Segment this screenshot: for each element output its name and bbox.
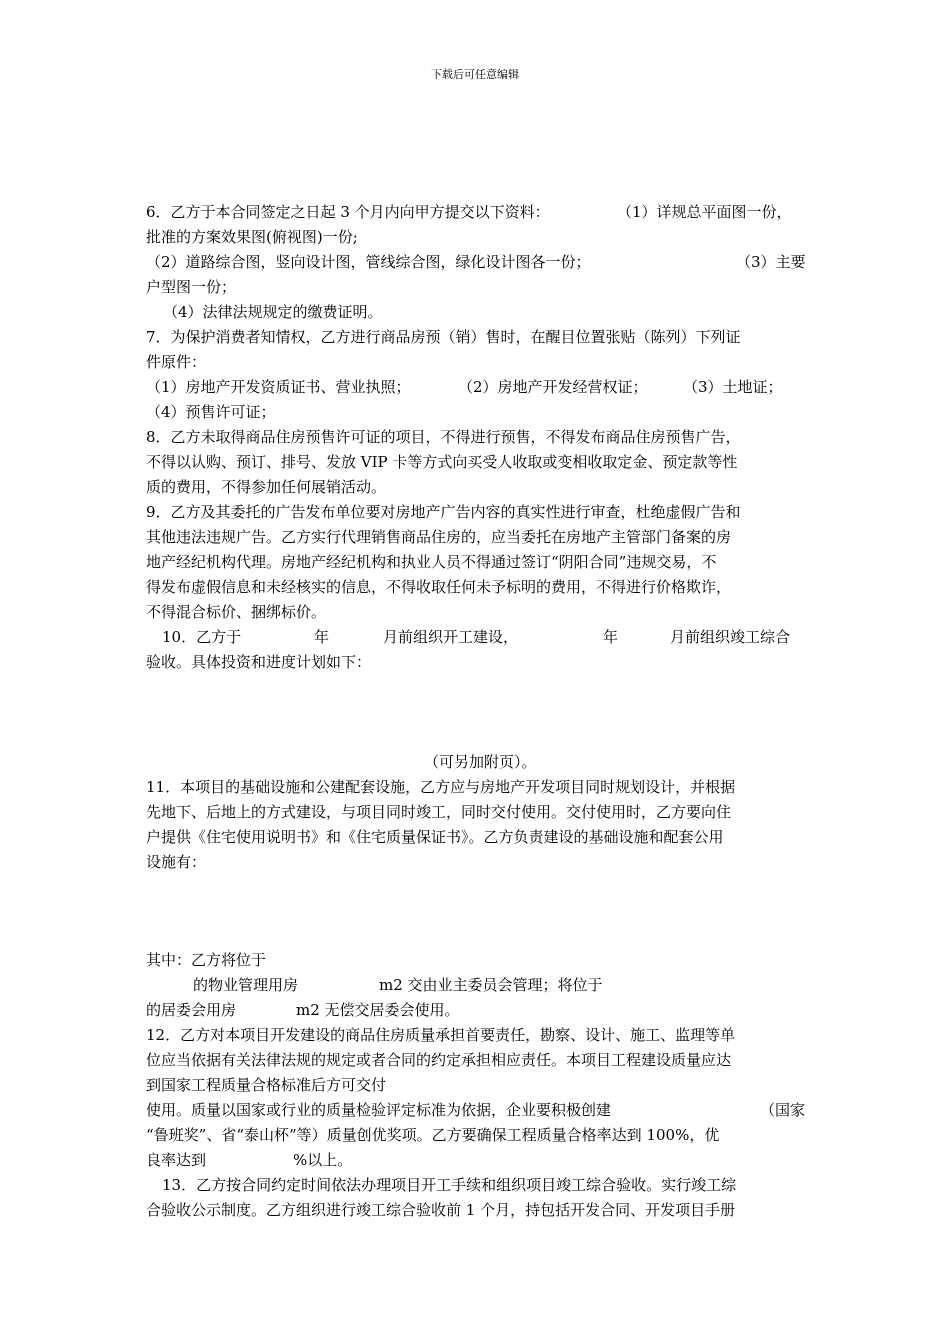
doc-line: 位应当依据有关法律法规的规定或者合同的约定承担相应责任。本项目工程建设质量应达 xyxy=(146,1051,732,1069)
doc-line: 年 xyxy=(314,628,330,646)
doc-line: 质的费用，不得参加任何展销活动。 xyxy=(146,478,387,496)
doc-line: 年 xyxy=(603,628,619,646)
doc-line: “鲁班奖”、省“泰山杯”等）质量创优奖项。乙方要确保工程质量合格率达到 100%，优 xyxy=(146,1126,720,1144)
doc-line: （2）道路综合图，竖向设计图，管线综合图，绿化设计图各一份； xyxy=(146,253,591,271)
doc-line: 的物业管理用房 xyxy=(193,976,299,994)
doc-line: 其中：乙方将位于 xyxy=(146,951,267,969)
doc-line: （1）房地产开发资质证书、营业执照； xyxy=(146,378,411,396)
doc-line: 不得以认购、预订、排号、发放 VIP 卡等方式向买受人收取或变相收取定金、预定款等性 xyxy=(146,453,738,471)
doc-line: 13．乙方按合同约定时间依法办理项目开工手续和组织项目竣工综合验收。实行竣工综 xyxy=(162,1176,737,1194)
doc-line: （2）房地产开发经营权证； xyxy=(458,378,648,396)
doc-line: %以上。 xyxy=(293,1151,353,1169)
doc-line: （3）土地证； xyxy=(683,378,783,396)
doc-line: 先地下、后地上的方式建设，与项目同时竣工，同时交付使用。交付使用时，乙方要向住 xyxy=(146,803,732,821)
doc-line: 件原件： xyxy=(146,353,207,371)
doc-line: （3）主要 xyxy=(736,253,806,271)
doc-line: 到国家工程质量合格标准后方可交付 xyxy=(146,1076,387,1094)
doc-line: 月前组织开工建设， xyxy=(383,628,519,646)
doc-line: （国家 xyxy=(760,1101,806,1119)
doc-line: 的居委会用房 xyxy=(146,1001,237,1019)
doc-line: 得发布虚假信息和未经核实的信息，不得收取任何未予标明的费用，不得进行价格欺诈， xyxy=(146,578,732,596)
doc-line: 月前组织竣工综合 xyxy=(670,628,791,646)
doc-line: （1）详规总平面图一份， xyxy=(617,203,792,221)
doc-line: 11．本项目的基础设施和公建配套设施，乙方应与房地产开发项目同时规划设计，并根据 xyxy=(146,778,736,796)
doc-line: 批准的方案效果图(俯视图)一份; xyxy=(146,228,358,246)
doc-line: m2 无偿交居委会使用。 xyxy=(296,1001,460,1019)
doc-line: 10．乙方于 xyxy=(162,628,242,646)
doc-line: 使用。质量以国家或行业的质量检验评定标准为依据，企业要积极创建 xyxy=(146,1101,612,1119)
doc-line: 合验收公示制度。乙方组织进行竣工综合验收前 1 个月，持包括开发合同、开发项目手册 xyxy=(146,1201,736,1219)
doc-line: （可另加附页）。 xyxy=(424,753,537,771)
doc-line: 户型图一份； xyxy=(146,278,237,296)
page-header: 下载后可任意编辑 xyxy=(431,68,519,81)
doc-line: （4）法律法规规定的缴费证明。 xyxy=(163,303,383,321)
doc-line: 6．乙方于本合同签定之日起 3 个月内向甲方提交以下资料： xyxy=(146,203,550,221)
doc-line: 良率达到 xyxy=(146,1151,207,1169)
doc-line: 不得混合标价、捆绑标价。 xyxy=(146,603,327,621)
doc-line: 户提供《住宅使用说明书》和《住宅质量保证书》。乙方负责建设的基础设施和配套公用 xyxy=(146,828,724,846)
doc-line: 7．为保护消费者知情权，乙方进行商品房预（销）售时，在醒目位置张贴（陈列）下列证 xyxy=(146,328,741,346)
doc-line: 9．乙方及其委托的广告发布单位要对房地产广告内容的真实性进行审查，杜绝虚假广告和 xyxy=(146,503,741,521)
doc-line: 地产经纪机构代理。房地产经纪机构和执业人员不得通过签订“阴阳合同”违规交易，不 xyxy=(146,553,717,571)
doc-line: 12．乙方对本项目开发建设的商品住房质量承担首要责任，勘察、设计、施工、监理等单 xyxy=(146,1026,736,1044)
doc-line: 其他违法违规广告。乙方实行代理销售商品住房的，应当委托在房地产主管部门备案的房 xyxy=(146,528,732,546)
doc-line: 设施有： xyxy=(146,853,207,871)
doc-line: 验收。具体投资和进度计划如下： xyxy=(146,653,372,671)
doc-line: （4）预售许可证； xyxy=(146,403,276,421)
doc-line: m2 交由业主委员会管理；将位于 xyxy=(379,976,603,994)
doc-line: 8．乙方未取得商品住房预售许可证的项目，不得进行预售，不得发布商品住房预售广告， xyxy=(146,428,741,446)
